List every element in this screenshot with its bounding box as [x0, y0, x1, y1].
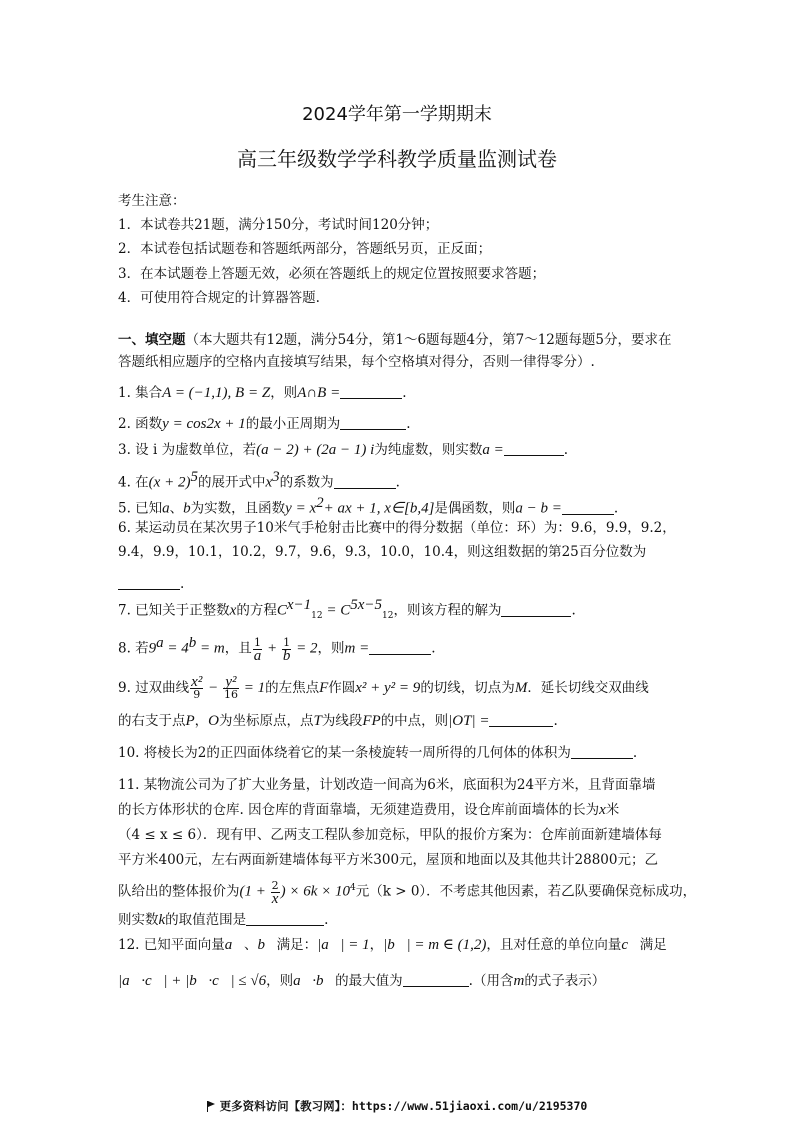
question-11: 11. 某物流公司为了扩大业务量，计划改造一间高为6米，底面积为24平方米，且背面靠墙 的长方体形状的仓库. 因仓库的背面靠墙，无须建造费用，设仓库前面墙体的长为x米 （4 ≤ x ≤ 6）．现有甲、乙两支工程队参加竞标，甲队的报价方案为：仓库前面新建墙体每 平方米400元，左右两面新建墙体每平方米300元，屋顶和地面以及其他共计28800元；乙 队给出的整体报价为(1 + $\frac{2}{x}$ ) × $6k \times 10^4$元（k > 0）．不考虑其他因素，若乙队要确保竞标成功， 则实数k的取值范围是 .	[118, 777, 697, 928]
answer-blank[interactable]	[501, 602, 571, 617]
footer-link[interactable]: 更多资料访问【教习网】：https://www.51jiaoxi.com/u/2195370	[0, 1098, 794, 1114]
fraction: $\frac{1}{b}$	[282, 635, 291, 664]
answer-blank[interactable]	[489, 712, 553, 727]
answer-blank[interactable]	[504, 441, 564, 456]
notice-item: 1．本试卷共21题，满分150分，考试时间120分钟；	[118, 217, 439, 234]
answer-blank[interactable]	[246, 911, 324, 926]
fraction: $\frac{2}{x}$	[271, 878, 279, 907]
answer-blank[interactable]	[340, 384, 402, 399]
fraction: $\frac{\text{y²}}{16}$	[223, 674, 238, 701]
answer-blank[interactable]	[562, 500, 614, 515]
section-label: 一、填空题	[118, 332, 186, 348]
notice-heading: 考生注意：	[118, 193, 186, 209]
answer-blank[interactable]	[403, 972, 469, 987]
answer-blank[interactable]	[118, 575, 180, 590]
section-instructions: （本大题共有12题，满分54分，第1～6题每题4分，第7～12题每题5分，要求在答题纸相应题序的空格内直接填写结果，每个空格填对得分，否则一律得零分）.	[118, 332, 672, 370]
question-12: 12. 已知平面向量a⃗、b⃗满足：|a⃗| = 1，|b⃗| = m ∈ (1,2)，且对任意的单位向量c⃗满足 |a⃗·c⃗| + |b⃗·c⃗| ≤ √6，则a⃗·b⃗的最大值为 .（用含m的式子表示）	[118, 937, 667, 989]
question-10: 10. 将棱长为2的正四面体绕着它的某一条棱旋转一周所得的几何体的体积为 .	[118, 745, 638, 761]
question-2: 2. 函数y = cos2x + 1的最小正周期为 .	[118, 416, 411, 432]
fraction: $\frac{1}{a}$	[253, 635, 262, 664]
answer-blank[interactable]	[369, 640, 431, 655]
exam-subject-title: 高三年级数学学科教学质量监测试卷	[237, 147, 557, 171]
question-6: 6. 某运动员在某次男子10米气手枪射击比赛中的得分数据（单位：环）为：9.6，9.9，9.2， 9.4，9.9，10.1，10.2，9.7，9.6，9.3，10.0，10.4，则这组数据的第25百分位数为 .	[118, 520, 676, 592]
question-7: 7. 已知关于正整数x的方程$C^{x-1}_{12} = C^{5x-5}_{12}$，则该方程的解为 .	[118, 597, 576, 622]
exam-notice	[118, 189, 678, 310]
section-heading	[118, 329, 678, 373]
answer-blank[interactable]	[334, 474, 396, 489]
notice-item: 4．可使用符合规定的计算器答题.	[118, 289, 320, 306]
notice-item: 3．在本试题卷上答题无效，必须在答题纸上的规定位置按照要求答题；	[118, 265, 546, 282]
notice-item: 2．本试卷包括试题卷和答题纸两部分，答题纸另页，正反面；	[118, 241, 492, 258]
question-1: 1. 集合A = (−1,1), B = Z，则A∩B = .	[118, 385, 407, 401]
question-8: 8. 若$9^a = 4^b = m$，且 $\frac{1}{a}$ + $\frac{1}{b}$ = 2，则m = .	[118, 635, 436, 664]
exam-term-title: 2024学年第一学期期末	[302, 104, 492, 125]
question-9: 9. 过双曲线 $\frac{\text{x²}}{9}$ − $\frac{\text{y²}}{16}$ = 1的左焦点F作圆x² + y² = 9的切线，切点为M．延长切线交双曲线 的右支于点P，O为坐标原点，点T为线段FP的中点，则|OT| = .	[118, 674, 649, 729]
answer-blank[interactable]	[571, 744, 633, 759]
fraction: $\frac{\text{x²}}{9}$	[191, 674, 203, 701]
question-5: 5. 已知a、b为实数，且函数$y = x^2+$ ax + 1, x∈[b,4]是偶函数，则a − b = .	[118, 495, 619, 517]
question-3: 3. 设 i 为虚数单位，若(a − 2) + (2a − 1) i为纯虚数，则实数a = .	[118, 442, 569, 458]
flag-icon	[207, 1101, 216, 1110]
question-4: 4. 在$(x + 2)^5$的展开式中$x^3$的系数为 .	[118, 469, 400, 491]
answer-blank[interactable]	[340, 415, 406, 430]
